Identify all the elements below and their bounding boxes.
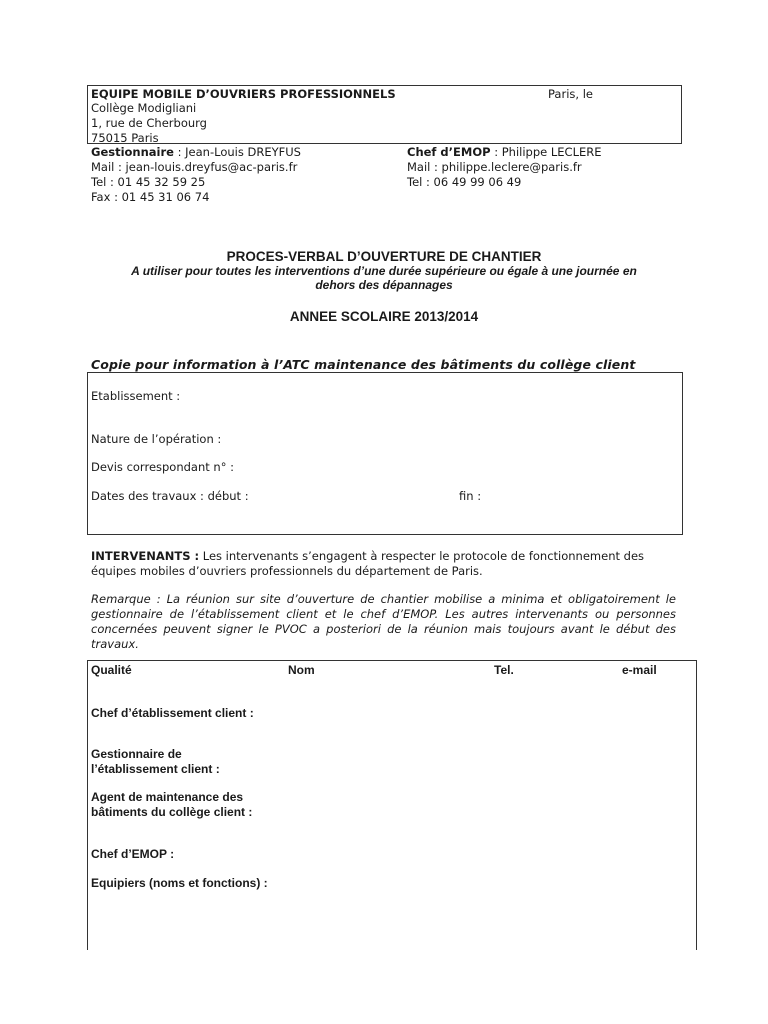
contact-name: : Philippe LECLERE (490, 145, 602, 159)
field-dates-debut: Dates des travaux : début : (91, 489, 249, 503)
contact-gestionnaire (91, 145, 301, 205)
row-gestionnaire-line2: l’établissement client : (91, 762, 220, 776)
remark-paragraph: Remarque : La réunion sur site d’ouverture de chantier mobilise a minima et obligatoirement le gestionnaire de l’établissement client et le chef d’EMOP. Les autres intervenants ou personnes concernées peuvent signer le PVOC a posteriori de la réunion mais toujours avant le début des travaux. (91, 592, 676, 651)
field-etablissement: Etablissement : (91, 389, 181, 403)
intervenants-paragraph (91, 549, 677, 579)
document-title: PROCES-VERBAL D’OUVERTURE DE CHANTIER (226, 249, 542, 264)
column-header-qualite: Qualité (91, 663, 132, 677)
row-equipiers: Equipiers (noms et fonctions) : (91, 876, 268, 890)
field-devis: Devis correspondant n° : (91, 460, 234, 474)
org-address (91, 101, 207, 146)
school-year: ANNEE SCOLAIRE 2013/2014 (289, 309, 479, 324)
contact-role: Chef d’EMOP (407, 145, 491, 159)
contact-gestionnaire-name-line (91, 145, 301, 160)
row-gestionnaire-line1: Gestionnaire de (91, 747, 182, 761)
column-header-tel: Tel. (494, 663, 514, 677)
row-agent-maintenance-line2: bâtiments du collège client : (91, 805, 253, 819)
contact-role: Gestionnaire (91, 145, 174, 159)
college-name: Collège Modigliani (91, 101, 197, 115)
row-agent-maintenance-line1: Agent de maintenance des (91, 790, 244, 804)
field-dates-fin: fin : (459, 489, 482, 503)
row-chef-emop: Chef d’EMOP : (91, 847, 175, 861)
street-address: 1, rue de Cherbourg (91, 116, 207, 130)
org-name: EQUIPE MOBILE D’OUVRIERS PROFESSIONNELS (91, 87, 396, 101)
contact-chef-name-line (407, 145, 602, 160)
column-header-email: e-mail (622, 663, 657, 677)
contact-tel: Tel : 06 49 99 06 49 (407, 175, 522, 189)
intervenants-text: Les intervenants s’engagent à respecter le protocole de fonctionnement des équipes mobiles d’ouvriers professionnels du département de Paris. (91, 549, 645, 578)
contact-name: : Jean-Louis DREYFUS (173, 145, 301, 159)
column-header-nom: Nom (288, 663, 315, 677)
city-address: 75015 Paris (91, 131, 159, 145)
field-nature-operation: Nature de l’opération : (91, 432, 222, 446)
contact-fax: Fax : 01 45 31 06 74 (91, 190, 210, 204)
contact-mail: Mail : jean-louis.dreyfus@ac-paris.fr (91, 160, 298, 174)
copy-note: Copie pour information à l’ATC maintenance des bâtiments du collège client (91, 357, 636, 372)
contact-chef-emop (407, 145, 602, 190)
intervenants-label: INTERVENANTS : (91, 549, 200, 563)
row-chef-etablissement: Chef d’établissement client : (91, 706, 254, 720)
place-date: Paris, le (548, 87, 593, 101)
contact-mail: Mail : philippe.leclere@paris.fr (407, 160, 582, 174)
contact-tel: Tel : 01 45 32 59 25 (91, 175, 206, 189)
document-subtitle: A utiliser pour toutes les interventions d’une durée supérieure ou égale à une journée en dehors des dépannages (131, 264, 637, 292)
